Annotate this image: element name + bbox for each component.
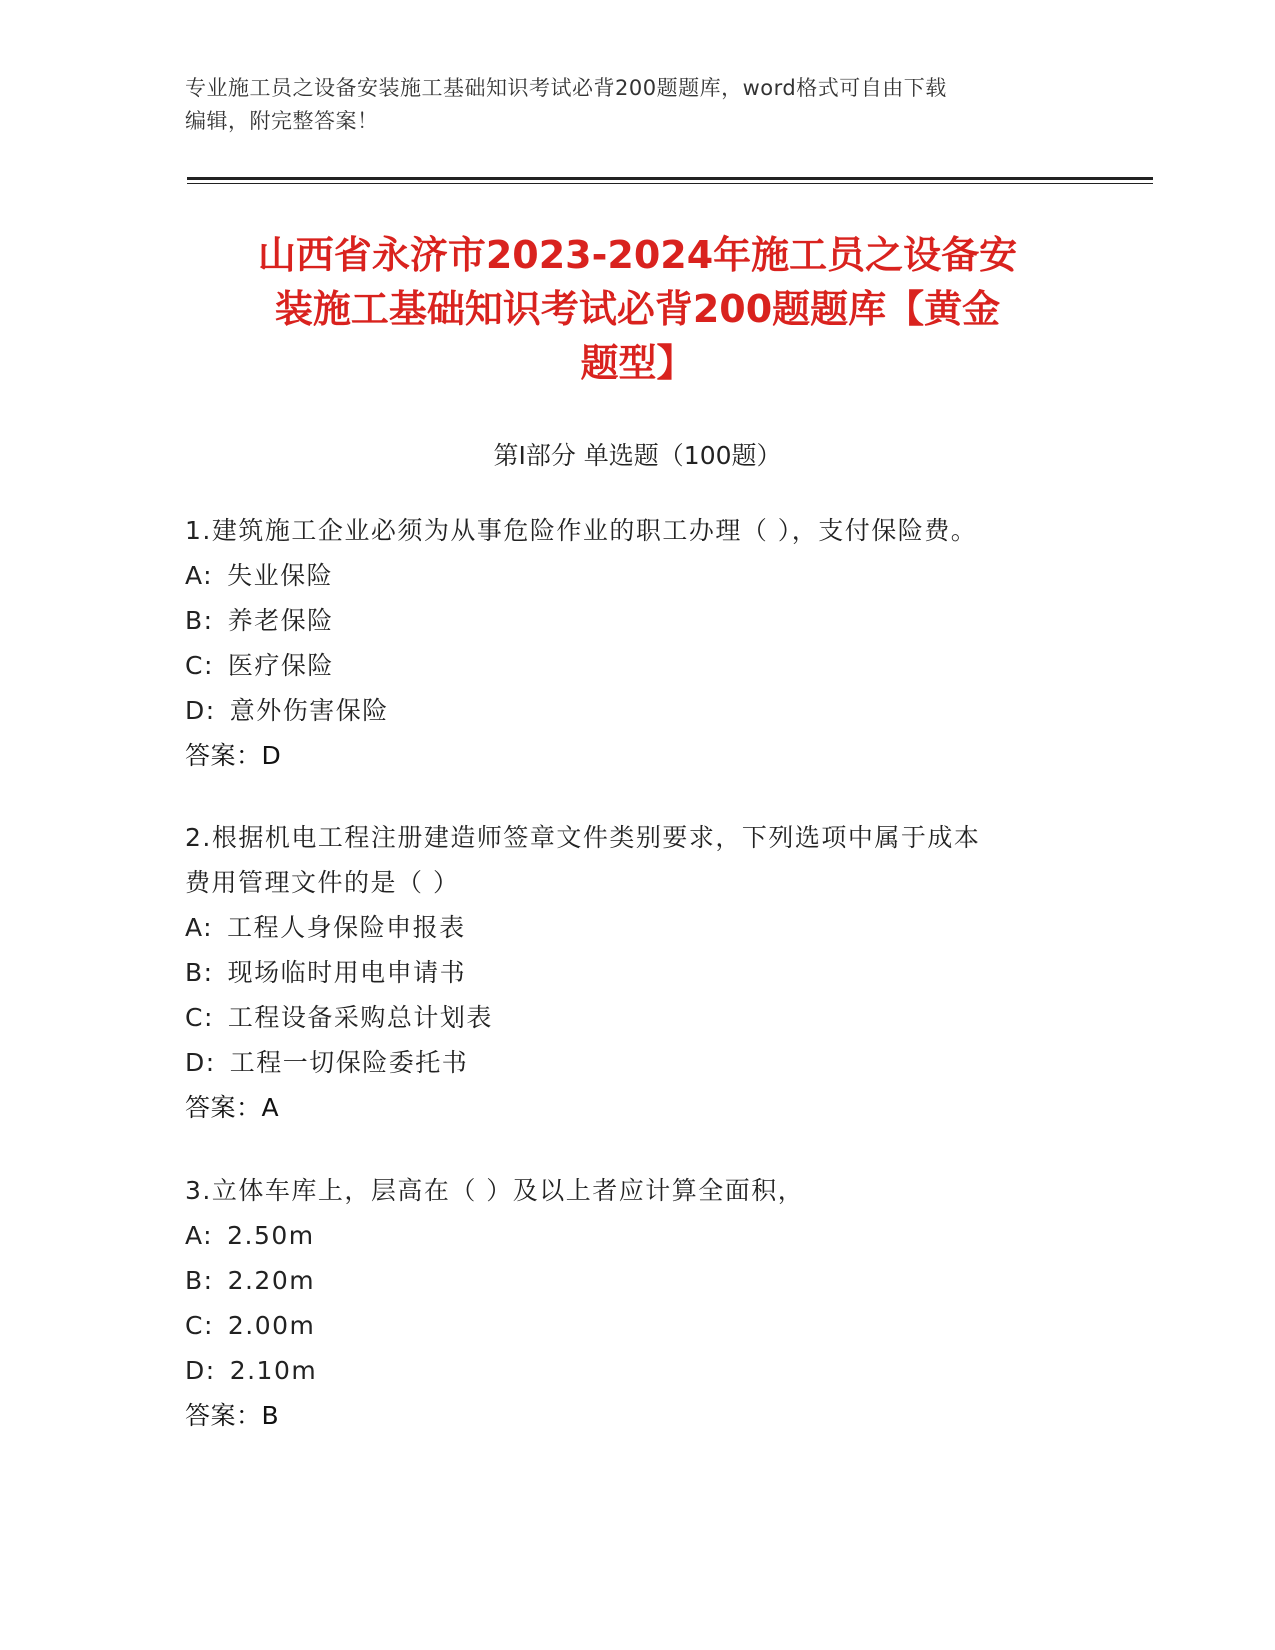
question-1-stem: 1.建筑施工企业必须为从事危险作业的职工办理（ ），支付保险费。 — [185, 516, 978, 545]
question-3 — [185, 1168, 1085, 1438]
option-key: B: — [185, 606, 214, 635]
option-text: 意外伤害保险 — [229, 696, 389, 725]
question-3-option-c — [185, 1303, 1085, 1348]
option-text: 2.10m — [229, 1356, 318, 1385]
header-note-line-2: 编辑，附完整答案！ — [185, 109, 379, 133]
question-2-option-b — [185, 950, 1085, 995]
question-3-option-d — [185, 1348, 1085, 1393]
question-3-stem: 3.立体车库上，层高在（ ）及以上者应计算全面积， — [185, 1176, 805, 1205]
question-2-answer: 答案：A — [185, 1093, 280, 1122]
question-1-option-d — [185, 688, 1085, 733]
question-2-option-d — [185, 1040, 1085, 1085]
option-key: D: — [185, 696, 216, 725]
option-text: 2.50m — [227, 1221, 315, 1250]
question-1-option-b — [185, 598, 1085, 643]
question-3-option-b — [185, 1258, 1085, 1303]
option-key: D: — [185, 1356, 216, 1385]
option-text: 养老保险 — [227, 606, 334, 635]
question-2-stem-line-1: 2.根据机电工程注册建造师签章文件类别要求，下列选项中属于成本 — [185, 823, 981, 852]
header-note-line-1: 专业施工员之设备安装施工基础知识考试必背200题题库，word格式可自由下载 — [185, 76, 947, 100]
option-text: 工程一切保险委托书 — [229, 1048, 469, 1077]
option-text: 工程人身保险申报表 — [227, 913, 466, 942]
question-2-stem-line-2: 费用管理文件的是（ ） — [185, 868, 460, 897]
question-3-answer: 答案：B — [185, 1401, 280, 1430]
option-key: A: — [185, 561, 214, 590]
question-3-option-a — [185, 1213, 1085, 1258]
option-key: D: — [185, 1048, 216, 1077]
option-key: C: — [185, 1311, 214, 1340]
option-key: A: — [185, 913, 214, 942]
option-text: 工程设备采购总计划表 — [227, 1003, 493, 1032]
question-2 — [185, 815, 1085, 1130]
option-key: C: — [185, 1003, 214, 1032]
question-2-option-c — [185, 995, 1085, 1040]
header-divider-thin — [187, 183, 1153, 184]
header-divider-thick — [187, 177, 1153, 180]
option-text: 失业保险 — [227, 561, 334, 590]
option-text: 医疗保险 — [227, 651, 334, 680]
document-title-line-1: 山西省永济市2023-2024年施工员之设备安 — [257, 233, 1018, 277]
option-text: 2.00m — [227, 1311, 316, 1340]
section-title: 第Ⅰ部分 单选题（100题） — [493, 441, 782, 470]
question-1-answer: 答案：D — [185, 741, 282, 770]
option-key: C: — [185, 651, 214, 680]
document-title — [190, 228, 1085, 390]
question-1-option-c — [185, 643, 1085, 688]
option-text: 现场临时用电申请书 — [227, 958, 467, 987]
question-1-option-a — [185, 553, 1085, 598]
document-title-line-2: 装施工基础知识考试必背200题题库【黄金 — [274, 287, 1001, 331]
header-note — [185, 72, 1065, 138]
option-key: B: — [185, 1266, 214, 1295]
question-2-option-a — [185, 905, 1085, 950]
option-key: A: — [185, 1221, 214, 1250]
question-1 — [185, 508, 1085, 778]
option-key: B: — [185, 958, 214, 987]
document-title-line-3: 题型】 — [580, 341, 695, 385]
option-text: 2.20m — [227, 1266, 316, 1295]
